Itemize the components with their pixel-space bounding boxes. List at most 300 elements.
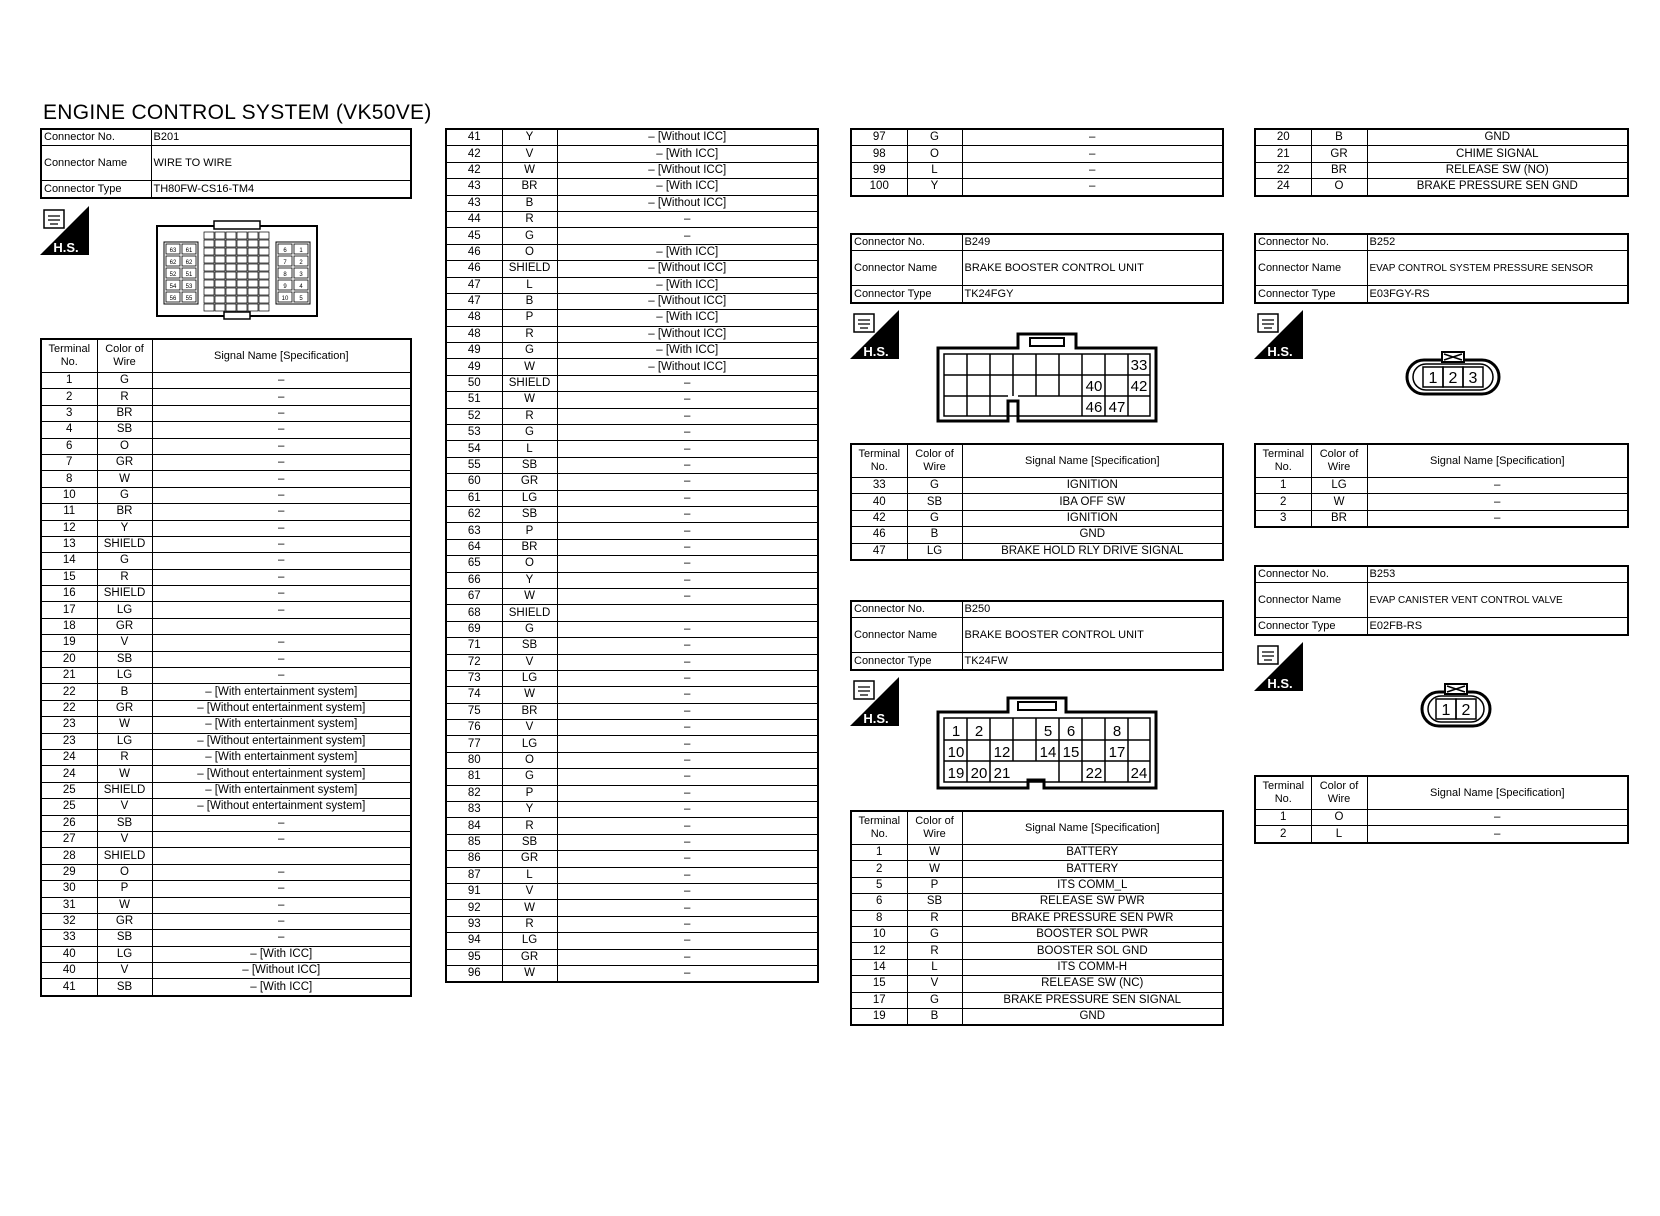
terminal-no: 6: [851, 894, 907, 910]
wire-color: BR: [502, 179, 557, 195]
table-row: [41, 766, 411, 782]
signal-name: –: [557, 425, 818, 441]
b253-pin: 2: [1461, 702, 1471, 719]
label-connector-type: Connector Type: [851, 286, 962, 303]
b201-diagram-pin: 6: [283, 248, 287, 254]
terminal-no: 22: [41, 684, 97, 700]
table-row: [41, 897, 411, 913]
wire-color: L: [907, 162, 962, 178]
harness-side-icon: [1254, 642, 1303, 691]
b201-pin-cavity: [215, 248, 225, 255]
signal-name: –: [557, 621, 818, 637]
terminal-no: 60: [446, 474, 502, 490]
terminal-no: 80: [446, 752, 502, 768]
b201-pin-cavity: [259, 304, 269, 311]
signal-name: – [Without entertainment system]: [152, 799, 411, 815]
signal-name: –: [1367, 810, 1628, 826]
harness-side-icon: [850, 310, 899, 359]
terminal-no: 46: [446, 244, 502, 260]
terminal-no: 11: [41, 504, 97, 520]
table-row: [851, 959, 1223, 975]
signal-name: –: [152, 422, 411, 438]
b201-pin-cavity: [215, 256, 225, 263]
table-row: [446, 539, 818, 555]
table-row: [851, 926, 1223, 942]
signal-name: RELEASE SW (NC): [962, 976, 1223, 992]
table-row: [41, 831, 411, 847]
signal-name: –: [962, 146, 1223, 162]
table-row: [41, 405, 411, 421]
terminal-no: 48: [446, 310, 502, 326]
signal-name: – [Without ICC]: [557, 162, 818, 178]
signal-name: BATTERY: [962, 861, 1223, 877]
hs-label: H.S.: [863, 711, 889, 726]
table-row: [446, 638, 818, 654]
b201-pin-cavity: [248, 288, 258, 295]
b249-connector-info: [850, 233, 1224, 304]
b201-pin-cavity: [226, 288, 236, 295]
table-row: [446, 720, 818, 736]
signal-name: –: [557, 392, 818, 408]
signal-name: ITS COMM-H: [962, 959, 1223, 975]
table-row: [41, 536, 411, 552]
b249-pin: 47: [1108, 399, 1126, 416]
terminal-no: 21: [41, 668, 97, 684]
table-row: [446, 244, 818, 260]
wire-color: LG: [97, 602, 152, 618]
wire-color: SB: [97, 422, 152, 438]
wire-color: Y: [97, 520, 152, 536]
b250-terminal-table-continued: [1254, 128, 1629, 197]
b201-diagram-pin: 53: [185, 284, 193, 290]
b253-connector-info: [1254, 565, 1629, 636]
label-connector-name: Connector Name: [851, 251, 962, 286]
b250-pin: 12: [993, 744, 1011, 761]
terminal-no: 23: [41, 733, 97, 749]
terminal-no: 84: [446, 818, 502, 834]
signal-name: –: [152, 651, 411, 667]
signal-name: –: [557, 441, 818, 457]
terminal-no: 82: [446, 785, 502, 801]
wire-color: V: [97, 963, 152, 979]
table-row: [41, 864, 411, 880]
signal-name: –: [557, 818, 818, 834]
terminal-no: 8: [851, 910, 907, 926]
b201-pin-cavity: [226, 304, 236, 311]
table-row: [446, 900, 818, 916]
b201-diagram-pin: 52: [169, 272, 177, 278]
b249-connector-diagram: [936, 326, 1158, 426]
b201-pin-cavity: [215, 296, 225, 303]
terminal-no: 73: [446, 670, 502, 686]
wire-color: W: [502, 359, 557, 375]
table-row: [446, 129, 818, 146]
wire-color: B: [502, 293, 557, 309]
signal-name: – [Without entertainment system]: [152, 700, 411, 716]
terminal-no: 94: [446, 933, 502, 949]
b201-pin-cavity: [248, 280, 258, 287]
signal-name: –: [152, 831, 411, 847]
wire-color: SHIELD: [97, 848, 152, 864]
table-row: [41, 438, 411, 454]
b252-pin: 2: [1448, 370, 1458, 387]
terminal-no: 26: [41, 815, 97, 831]
table-row: [446, 523, 818, 539]
terminal-no: 10: [41, 487, 97, 503]
table-row: [41, 553, 411, 569]
table-row: [41, 471, 411, 487]
terminal-no: 85: [446, 834, 502, 850]
wire-color: G: [502, 228, 557, 244]
table-row: [446, 211, 818, 227]
wire-color: V: [907, 976, 962, 992]
wire-color: R: [97, 749, 152, 765]
terminal-no: 69: [446, 621, 502, 637]
terminal-no: 21: [1255, 146, 1311, 162]
b201-diagram-pin: 5: [299, 296, 303, 302]
table-row: [41, 668, 411, 684]
signal-name: –: [152, 881, 411, 897]
signal-name: – [With ICC]: [557, 146, 818, 162]
table-row: [851, 910, 1223, 926]
table-row: [446, 408, 818, 424]
b201-pin-cavity: [248, 240, 258, 247]
table-row: [1255, 478, 1628, 494]
table-row: [446, 195, 818, 211]
b201-pin-cavity: [204, 280, 214, 287]
signal-name: –: [557, 523, 818, 539]
b201-pin-cavity: [259, 264, 269, 271]
b201-diagram-pin: 2: [299, 260, 303, 266]
table-row: [41, 717, 411, 733]
table-row: [446, 621, 818, 637]
signal-name: –: [962, 162, 1223, 178]
b201-pin-cavity: [226, 264, 236, 271]
table-row: [41, 569, 411, 585]
table-row: [446, 802, 818, 818]
signal-name: –: [152, 454, 411, 470]
table-row: [1255, 146, 1628, 162]
table-row: [446, 490, 818, 506]
wire-color: W: [502, 687, 557, 703]
harness-side-icon: [40, 206, 89, 255]
b201-pin-cavity: [215, 232, 225, 239]
signal-name: – [With entertainment system]: [152, 717, 411, 733]
wire-color: O: [1311, 810, 1367, 826]
wire-color: R: [502, 211, 557, 227]
b201-pin-cavity: [226, 296, 236, 303]
signal-name: – [With ICC]: [152, 979, 411, 996]
signal-name: [152, 618, 411, 634]
wire-color: L: [907, 959, 962, 975]
terminal-no: 76: [446, 720, 502, 736]
wire-color: L: [1311, 826, 1367, 843]
terminal-no: 16: [41, 586, 97, 602]
wire-color: LG: [97, 946, 152, 962]
table-row: [446, 851, 818, 867]
b201-pin-cavity: [215, 288, 225, 295]
b201-pin-cavity: [259, 296, 269, 303]
terminal-no: 6: [41, 438, 97, 454]
signal-name: –: [152, 520, 411, 536]
wire-color: SHIELD: [502, 605, 557, 621]
table-row: [446, 834, 818, 850]
b201-diagram-pin: 4: [299, 284, 303, 290]
label-connector-type: Connector Type: [41, 181, 151, 198]
label-connector-no: Connector No.: [1255, 566, 1367, 583]
b201-pin-cavity: [237, 288, 247, 295]
b250-pin: 8: [1112, 723, 1122, 740]
terminal-no: 46: [446, 261, 502, 277]
table-row: [446, 949, 818, 965]
b253-type: E02FB-RS: [1367, 618, 1628, 635]
b201-diagram-pin: 56: [169, 296, 177, 302]
b253-name: EVAP CANISTER VENT CONTROL VALVE: [1367, 583, 1628, 618]
terminal-no: 19: [41, 635, 97, 651]
signal-name: –: [152, 438, 411, 454]
wire-color: R: [502, 916, 557, 932]
terminal-no: 61: [446, 490, 502, 506]
table-row: [446, 392, 818, 408]
signal-name: – [Without ICC]: [557, 293, 818, 309]
signal-name: BOOSTER SOL GND: [962, 943, 1223, 959]
wire-color: GR: [97, 618, 152, 634]
table-row: [851, 877, 1223, 893]
terminal-no: 2: [851, 861, 907, 877]
terminal-no: 95: [446, 949, 502, 965]
wire-color: SHIELD: [502, 375, 557, 391]
header-terminal-no: Terminal No.: [41, 339, 97, 373]
terminal-no: 44: [446, 211, 502, 227]
signal-name: BRAKE PRESSURE SEN GND: [1367, 179, 1628, 196]
wire-color: V: [502, 654, 557, 670]
wire-color: G: [502, 425, 557, 441]
wire-color: GR: [97, 913, 152, 929]
hs-label: H.S.: [1267, 344, 1293, 359]
signal-name: –: [152, 913, 411, 929]
table-row: [41, 602, 411, 618]
signal-name: BOOSTER SOL PWR: [962, 926, 1223, 942]
b201-pin-cavity: [259, 232, 269, 239]
label-connector-no: Connector No.: [41, 129, 151, 146]
table-row: [41, 422, 411, 438]
signal-name: – [With entertainment system]: [152, 684, 411, 700]
table-row: [41, 733, 411, 749]
header-signal-name: Signal Name [Specification]: [962, 444, 1223, 478]
harness-side-icon: [850, 677, 899, 726]
signal-name: – [With ICC]: [152, 946, 411, 962]
signal-name: –: [557, 654, 818, 670]
table-row: [851, 478, 1223, 494]
wire-color: G: [907, 478, 962, 494]
wire-color: SHIELD: [97, 586, 152, 602]
b249-no: B249: [962, 234, 1223, 251]
wire-color: O: [1311, 179, 1367, 196]
terminal-no: 23: [41, 717, 97, 733]
wire-color: G: [907, 992, 962, 1008]
terminal-no: 15: [41, 569, 97, 585]
terminal-no: 93: [446, 916, 502, 932]
signal-name: –: [557, 752, 818, 768]
wire-color: B: [907, 1008, 962, 1025]
table-row: [41, 848, 411, 864]
b249-pin: 40: [1085, 378, 1103, 395]
header-terminal-no: Terminal No.: [851, 444, 907, 478]
signal-name: –: [557, 883, 818, 899]
table-row: [41, 487, 411, 503]
b201-diagram-pin: 9: [283, 284, 287, 290]
signal-name: BATTERY: [962, 845, 1223, 861]
wire-color: G: [907, 129, 962, 146]
wire-color: LG: [502, 933, 557, 949]
signal-name: –: [557, 490, 818, 506]
b201-diagram-pin: 10: [281, 296, 289, 302]
table-row: [41, 799, 411, 815]
wire-color: P: [97, 881, 152, 897]
wire-color: BR: [502, 539, 557, 555]
signal-name: –: [557, 949, 818, 965]
wire-color: R: [97, 569, 152, 585]
signal-name: –: [152, 569, 411, 585]
hs-label: H.S.: [1267, 676, 1293, 691]
terminal-no: 98: [851, 146, 907, 162]
wire-color: SB: [502, 506, 557, 522]
b250-connector-diagram: [936, 694, 1158, 794]
table-row: [446, 769, 818, 785]
b250-terminal-table: [850, 810, 1224, 1026]
signal-name: – [With ICC]: [557, 179, 818, 195]
wire-color: G: [97, 553, 152, 569]
table-row: [1255, 510, 1628, 527]
signal-name: – [With entertainment system]: [152, 782, 411, 798]
signal-name: –: [557, 588, 818, 604]
b201-pin-cavity: [226, 248, 236, 255]
table-row: [851, 845, 1223, 861]
table-row: [446, 752, 818, 768]
table-row: [41, 963, 411, 979]
signal-name: –: [557, 457, 818, 473]
table-row: [41, 520, 411, 536]
wire-color: LG: [502, 670, 557, 686]
terminal-no: 68: [446, 605, 502, 621]
wire-color: SHIELD: [97, 782, 152, 798]
table-row: [41, 782, 411, 798]
terminal-no: 3: [1255, 510, 1311, 527]
table-row: [851, 543, 1223, 560]
wire-color: V: [97, 831, 152, 847]
terminal-no: 25: [41, 782, 97, 798]
table-row: [446, 654, 818, 670]
terminal-no: 5: [851, 877, 907, 893]
signal-name: –: [557, 785, 818, 801]
signal-name: – [Without ICC]: [557, 129, 818, 146]
table-row: [446, 933, 818, 949]
b201-pin-cavity: [248, 264, 258, 271]
b249-terminal-table: [850, 443, 1224, 561]
wire-color: GR: [1311, 146, 1367, 162]
b250-pin: 19: [947, 765, 965, 782]
signal-name: –: [557, 211, 818, 227]
signal-name: –: [557, 933, 818, 949]
b201-diagram-pin: 61: [185, 248, 193, 254]
terminal-no: 20: [41, 651, 97, 667]
b201-pin-cavity: [248, 296, 258, 303]
signal-name: –: [152, 405, 411, 421]
signal-name: –: [557, 867, 818, 883]
b250-pin: 20: [970, 765, 988, 782]
signal-name: –: [152, 930, 411, 946]
header-color-of-wire: Color of Wire: [97, 339, 152, 373]
terminal-no: 1: [41, 373, 97, 389]
signal-name: BRAKE PRESSURE SEN SIGNAL: [962, 992, 1223, 1008]
label-connector-type: Connector Type: [1255, 286, 1367, 303]
table-row: [41, 373, 411, 389]
terminal-no: 42: [446, 146, 502, 162]
signal-name: –: [557, 900, 818, 916]
table-row: [851, 510, 1223, 526]
b253-pin: 1: [1441, 702, 1451, 719]
terminal-no: 96: [446, 965, 502, 982]
terminal-no: 12: [851, 943, 907, 959]
terminal-no: 91: [446, 883, 502, 899]
terminal-no: 51: [446, 392, 502, 408]
signal-name: –: [557, 638, 818, 654]
signal-name: –: [152, 553, 411, 569]
b249-name: BRAKE BOOSTER CONTROL UNIT: [962, 251, 1223, 286]
b252-terminal-table: [1254, 443, 1629, 528]
table-row: [446, 474, 818, 490]
wire-color: SB: [97, 930, 152, 946]
b201-pin-cavity: [237, 256, 247, 263]
signal-name: –: [962, 129, 1223, 146]
wire-color: R: [97, 389, 152, 405]
terminal-no: 72: [446, 654, 502, 670]
signal-name: –: [557, 670, 818, 686]
b201-diagram-pin: 1: [299, 248, 303, 254]
b201-pin-cavity: [215, 272, 225, 279]
table-row: [851, 527, 1223, 543]
signal-name: CHIME SIGNAL: [1367, 146, 1628, 162]
table-row: [41, 389, 411, 405]
label-connector-name: Connector Name: [1255, 583, 1367, 618]
b250-no: B250: [962, 601, 1223, 618]
signal-name: –: [557, 228, 818, 244]
wire-color: GR: [502, 851, 557, 867]
b250-pin: 10: [947, 744, 965, 761]
table-row: [41, 651, 411, 667]
signal-name: – [Without ICC]: [557, 326, 818, 342]
table-row: [446, 425, 818, 441]
terminal-no: 86: [446, 851, 502, 867]
signal-name: – [Without ICC]: [557, 359, 818, 375]
b201-pin-cavity: [237, 232, 247, 239]
terminal-no: 7: [41, 454, 97, 470]
b253-terminal-table: [1254, 775, 1629, 844]
b201-terminal-table-continued: [445, 128, 819, 983]
label-connector-type: Connector Type: [851, 653, 962, 670]
header-signal-name: Signal Name [Specification]: [1367, 444, 1628, 478]
terminal-no: 22: [41, 700, 97, 716]
terminal-no: 42: [446, 162, 502, 178]
wire-color: SHIELD: [502, 261, 557, 277]
terminal-no: 14: [851, 959, 907, 975]
signal-name: – [With entertainment system]: [152, 749, 411, 765]
wire-color: GR: [502, 474, 557, 490]
terminal-no: 1: [851, 845, 907, 861]
signal-name: –: [557, 769, 818, 785]
b250-pin: 22: [1085, 765, 1103, 782]
b201-pin-cavity: [226, 272, 236, 279]
